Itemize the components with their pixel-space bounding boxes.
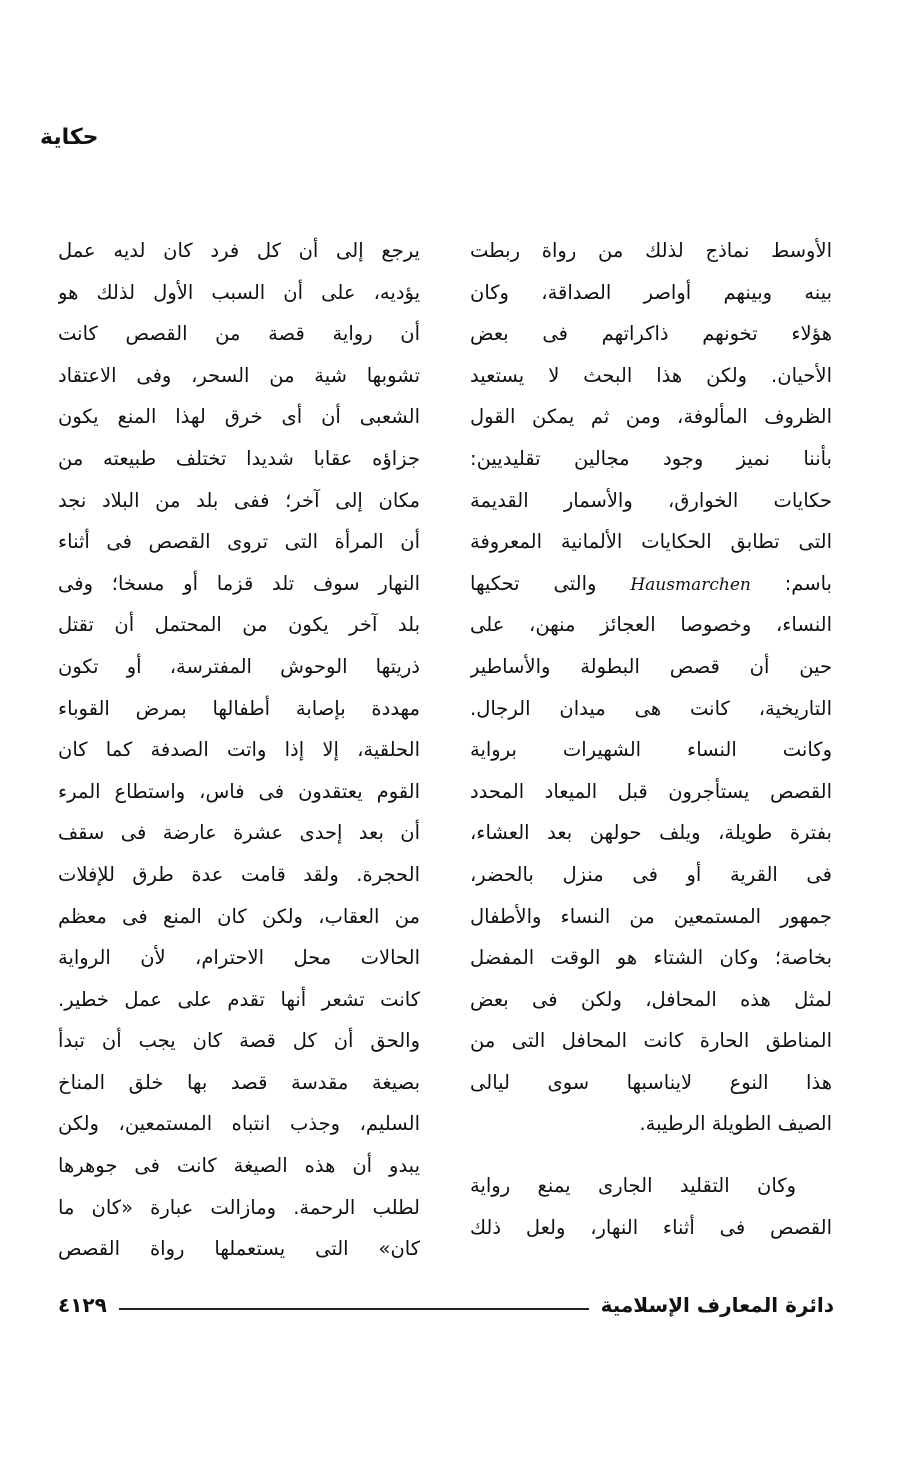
text-line: مكان إلى آخر؛ ففى بلد من البلاد نجد [58, 488, 420, 512]
text-line: أن بعد إحدى عشرة عارضة فى سقف [58, 821, 420, 845]
text-line: جزاؤه عقابا شديدا تختلف طبيعته من [58, 446, 420, 470]
running-head: حكاية [40, 125, 99, 150]
text-line: وكان التقليد الجارى يمنع رواية [470, 1174, 796, 1198]
text-line: بخاصة؛ وكان الشتاء هو الوقت المفضل [470, 946, 832, 970]
text-line: بأننا نميز وجود مجالين تقليديين: [470, 446, 832, 470]
text-line: ذريتها الوحوش المفترسة، أو تكون [58, 654, 420, 678]
text-line: الظروف المألوفة، ومن ثم يمكن القول [470, 405, 832, 429]
text-line: كانت تشعر أنها تقدم على عمل خطير. [58, 987, 420, 1011]
text-line: بفترة طويلة، ويلف حولهن بعد العشاء، [470, 821, 832, 845]
text-line: حين أن قصص البطولة والأساطير [470, 654, 832, 678]
line-prefix: باسم: [784, 571, 832, 595]
text-line: المناطق الحارة كانت المحافل التى من [470, 1029, 832, 1053]
text-line: النساء، وخصوصا العجائز منهن، على [470, 613, 832, 637]
text-line: يرجع إلى أن كل فرد كان لديه عمل [58, 239, 420, 262]
text-line: السليم، وجذب انتباه المستمعين، ولكن [58, 1112, 420, 1136]
line-suffix: والتى تحكيها [470, 571, 597, 595]
page-number: ٤١٢٩ [58, 1293, 107, 1317]
text-line: الأحيان. ولكن هذا البحث لا يستعيد [470, 363, 832, 387]
text-line: أن رواية قصة من القصص كانت [58, 322, 420, 346]
text-line: التى تطابق الحكايات الألمانية المعروفة [470, 530, 832, 554]
page-footer [58, 1287, 834, 1323]
text-line: لطلب الرحمة. ومازالت عبارة «كان ما [58, 1195, 420, 1219]
text-line: وكانت النساء الشهيرات برواية [470, 738, 832, 762]
text-line: جمهور المستمعين من النساء والأطفال [470, 904, 832, 928]
text-line: يؤديه، على أن السبب الأول لذلك هو [58, 280, 420, 304]
text-line: بصيغة مقدسة قصد بها خلق المناخ [58, 1070, 420, 1094]
text-line: هذا النوع لايناسبها سوى ليالى [470, 1070, 832, 1094]
latin-term: Hausmarchen [630, 574, 751, 595]
text-line: التاريخية، كانت هى ميدان الرجال. [470, 696, 832, 720]
text-line: النهار سوف تلد قزما أو مسخا؛ وفى [58, 571, 420, 595]
text-line: الصيف الطويلة الرطيبة. [639, 1112, 832, 1136]
text-line: القصص فى أثناء النهار، ولعل ذلك [470, 1215, 832, 1239]
text-line: تشوبها شية من السحر، وفى الاعتقاد [58, 363, 420, 387]
text-line-with-latin [470, 563, 832, 605]
text-line: مهددة بإصابة أطفالها بمرض القوباء [58, 696, 420, 720]
text-line: والحق أن كل قصة كان يجب أن تبدأ [58, 1029, 420, 1053]
text-line: بلد آخر يكون من المحتمل أن تقتل [58, 613, 420, 637]
text-line: الحالات محل الاحترام، لأن الرواية [58, 946, 420, 970]
text-line: القصص يستأجرون قبل الميعاد المحدد [470, 779, 832, 803]
paragraph-gap [470, 1145, 832, 1165]
footer-rule [119, 1308, 589, 1310]
text-line: كان» التى يستعملها رواة القصص [58, 1237, 420, 1261]
text-line: أن المرأة التى تروى القصص فى أثناء [58, 530, 420, 554]
left-column [58, 230, 420, 1270]
right-column [470, 230, 832, 1248]
text-line: يبدو أن هذه الصيغة كانت فى جوهرها [58, 1154, 420, 1178]
text-line: بينه وبينهم أواصر الصداقة، وكان [470, 280, 832, 304]
text-line: هؤلاء تخونهم ذاكراتهم فى بعض [470, 322, 832, 346]
text-line: من العقاب، ولكن كان المنع فى معظم [58, 904, 420, 928]
text-line: حكايات الخوارق، والأسمار القديمة [470, 488, 832, 512]
text-line: الشعبى أن أى خرق لهذا المنع يكون [58, 405, 420, 429]
text-line: الحلقية، إلا إذا واتت الصدفة كما كان [58, 738, 420, 762]
footer-title: دائرة المعارف الإسلامية [600, 1293, 834, 1317]
text-line: القوم يعتقدون فى فاس، واستطاع المرء [58, 779, 420, 803]
text-line: الأوسط نماذج لذلك من رواة ربطت [470, 239, 832, 262]
text-line: لمثل هذه المحافل، ولكن فى بعض [470, 987, 832, 1011]
text-line: الحجرة. ولقد قامت عدة طرق للإفلات [58, 862, 420, 886]
text-line: فى القرية أو فى منزل بالحضر، [470, 862, 832, 886]
